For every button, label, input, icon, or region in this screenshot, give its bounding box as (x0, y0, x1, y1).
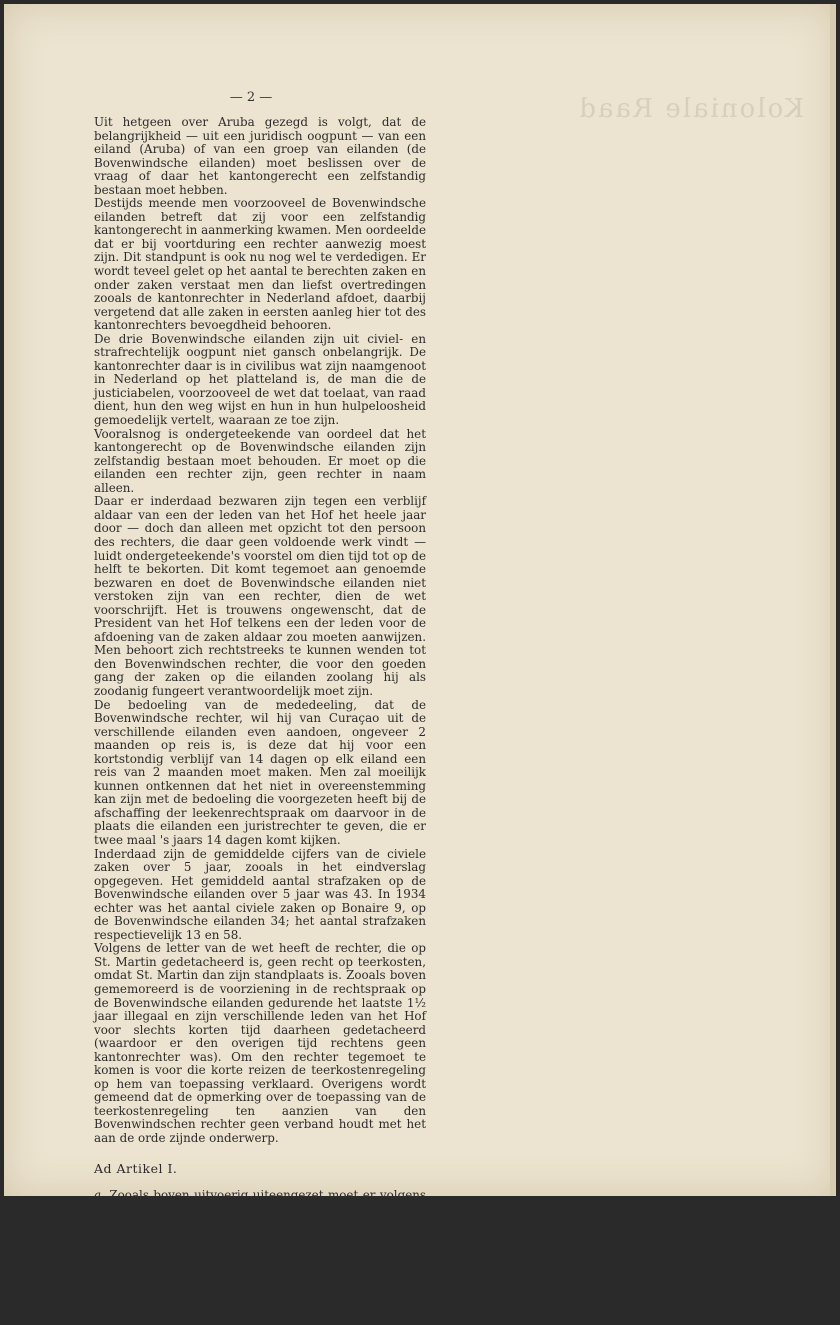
paragraph-5: Daar er inderdaad bezwaren zijn tegen een verblijf aldaar van een der leden van het Hof het heele jaar door — doch dan alleen met opzicht tot den persoon des rechters, die daar geen voldoende werk vindt — luidt ondergeteekende's voorstel om dien tijd tot op de helft te bekorten. Dit komt tegemoet aan genoemde bezwaren en doet de Bovenwindsche eilanden niet verstoken zijn van een rechter, dien de wet voorschrijft. Het is trouwens ongewenscht, dat de President van het Hof telkens een der leden voor de afdoening van de zaken aldaar zou moeten aanwijzen. Men behoort zich rechtstreeks te kunnen wenden tot den Bovenwindschen rechter, die voor den goeden gang der zaken op die eilanden zoolang hij als zoodanig fungeert verantwoordelijk moet zijn. (94, 494, 426, 698)
paragraph-6: De bedoeling van de mededeeling, dat de Bovenwindsche rechter, wil hij van Curaçao uit de verschillende eilanden even aandoen, ongeveer 2 maanden op reis is, is deze dat hij voor een kortstondig verblijf van 14 dagen op elk eiland een reis van 2 maanden moet maken. Men zal moeilijk kunnen ontkennen dat het niet in overeenstemming kan zijn met de bedoeling die voorgezeten heeft bij de afschaffing der leekenrechtspraak om daarvoor in de plaats die eilanden een juristrechter te geven, die er twee maal 's jaars 14 dagen komt kijken. (94, 697, 426, 847)
paragraph-1: Uit hetgeen over Aruba gezegd is volgt, dat de belangrijkheid — uit een juridisch oogpunt — van een eiland (Aruba) of van een groep van eilanden (de Bovenwindsche eilanden) moet beslissen over de vraag of daar het kantongerecht een zelfstandig bestaan moet hebben. (94, 115, 426, 197)
paragraph-7: Inderdaad zijn de gemiddelde cijfers van de civiele zaken over 5 jaar, zooals in het eindverslag opgegeven. Het gemiddeld aantal strafzaken op de Bovenwindsche eilanden over 5 jaar was 43. In 1934 echter was het aantal civiele zaken op Bonaire 9, op de Bovenwindsche eilanden 34; het aantal strafzaken respectievelijk 13 en 58. (94, 846, 426, 942)
paragraph-8: Volgens de letter van de wet heeft de rechter, die op St. Martin gedetacheerd is, geen recht op teerkosten, omdat St. Martin dan zijn standplaats is. Zooals boven gememoreerd is de voorziening in de rechtspraak op de Bovenwindsche eilanden gedurende het laatste 1½ jaar illegaal en zijn verschillende leden van het Hof voor slechts korten tijd daarheen gedetacheerd (waardoor er den overigen tijd rechtens geen kantonrechter was). Om den rechter tegemoet te komen is voor die korte reizen de teerkostenregeling op hem van toepassing verklaard. Overigens wordt gemeend dat de opmerking over de toepassing van de teerkostenregeling ten aanzien van den Bovenwindschen rechter geen verband houdt met het aan de orde zijnde onderwerp. (94, 941, 426, 1146)
item-label: a. (94, 1188, 105, 1203)
paragraph-4: Vooralsnog is ondergeteekende van oordeel dat het kantongerecht op de Bovenwindsche eilanden zijn zelfstandig bestaan moet behouden. Er moet op die eilanden een rechter zijn, geen rechter in naam alleen. (94, 426, 426, 495)
bleed-through-title: Koloniale Raad (577, 94, 804, 124)
paragraph-2: Destijds meende men voorzooveel de Bovenwindsche eilanden betreft dat zij voor een zelfstandig kantongerecht in aanmerking kwamen. Men oordeelde dat er bij voortduring een rechter aanwezig moest zijn. Dit standpunt is ook nu nog wel te verdedigen. Er wordt teveel gelet op het aantal te berechten zaken en onder zaken verstaat men dan liefst overtredingen zooals de kantonrechter in Nederland afdoet, daarbij vergetend dat alle zaken in eersten aanleg hier tot des kantonrechters bevoegdheid behooren. (94, 196, 426, 333)
paragraph-article-a (94, 1189, 426, 1324)
body-text (94, 116, 426, 1325)
paragraph-3: De drie Bovenwindsche eilanden zijn uit civiel- en strafrechtelijk oogpunt niet gansch onbelangrijk. De kantonrechter daar is in civilibus wat zijn naamgenoot in Nederland op het platteland is, de man die de justiciabelen, voorzooveel de wet dat toelaat, van raad dient, hun den weg wijst en hun in hun hulpeloosheid gemoedelijk vertelt, waaraan ze toe zijn. (94, 331, 426, 428)
document-page (4, 4, 836, 1325)
paragraph-article-a-text: Zooals boven uitvoerig uiteengezet moet er volgens de Rechterlijke Inrichting zooals die thans luidt op de Bovenwindsche eilanden bij voortduring een rechter aanwezig zijn. Voorgesteld is dien tijd terug te brengen tot 2 maal 3 maanden 's jaars. Daartegen wordt aangevoerd dat de rechter dan nog „leeg moet zitten". Maar dat is een bewering blijkbaar berustend op nietszeggende cijfers, niet gegrond op de belangrijkheid der zaken noch op het belang der justiciabelen. (94, 1188, 426, 1325)
section-heading: Ad Artikel I. (94, 1160, 178, 1176)
page-number: — 2 — (229, 90, 273, 105)
bleed-through-text (504, 94, 804, 124)
